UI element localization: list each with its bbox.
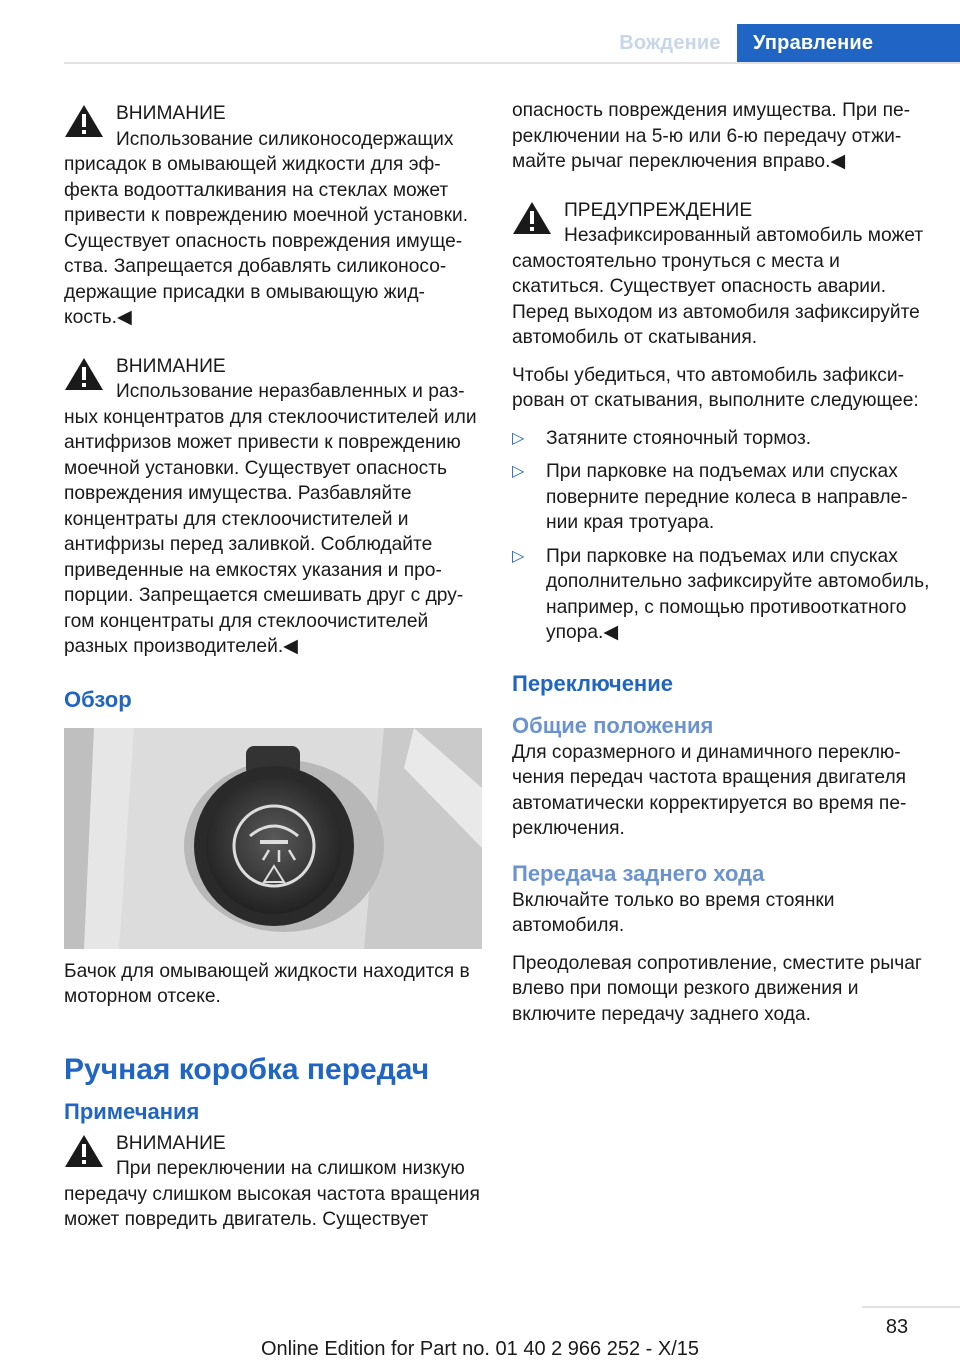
list-item: ▷ Затяните стояночный тормоз. bbox=[512, 426, 930, 452]
warning-text: Использование неразбавленных и разных концентратов для стеклоочистителей или антифризов может привести к повреждению моечной установки. Существует опасность повреждения имущества. Разбавляйте концентраты для стеклоочистителей и антифризы перед заливкой. Соблюдайте приведенные на емкостях указания и пропорции. Запрещается смешивать друг с другом концентраты для стеклоочистителей разных производителей.◀ bbox=[64, 381, 477, 657]
general-text: Для соразмерного и динамичного переключения передач частота вращения двигателя автоматически корректируется во время переключения. bbox=[512, 741, 907, 839]
warning-triangle-icon bbox=[512, 200, 552, 236]
warning-block bbox=[64, 1128, 482, 1233]
triangle-bullet-icon: ▷ bbox=[512, 429, 525, 447]
right-column bbox=[512, 98, 930, 1027]
triangle-bullet-icon: ▷ bbox=[512, 547, 525, 565]
section-heading-shift: Переключение bbox=[512, 670, 673, 696]
tab-driving[interactable]: Вождение bbox=[619, 31, 721, 54]
warning-text: Незафиксированный автомобиль может самостоятельно тронуться с места и скатиться. Существует опасность аварии. Перед выходом из автомобиля зафиксируйте автомобиль от скатывания. bbox=[512, 225, 924, 348]
warning-title: ПРЕДУПРЕЖДЕНИЕ bbox=[564, 199, 753, 221]
header-divider bbox=[64, 62, 960, 64]
list-item: ▷ При парковке на подъемах или спусках поверните передние колеса в направлении края тротуара. bbox=[512, 461, 908, 533]
subheading-reverse: Передача заднего хода bbox=[512, 860, 765, 886]
warning-title: ВНИМАНИЕ bbox=[116, 1132, 226, 1154]
page-number: 83 bbox=[885, 1316, 909, 1338]
chapter-title: Ручная коробка передач bbox=[64, 1052, 430, 1086]
warning-block bbox=[512, 195, 930, 351]
triangle-bullet-icon: ▷ bbox=[512, 463, 525, 480]
warning-text: Использование силиконосодержащих присадок в омывающей жидкости для эффекта водоотталкивания на стеклах может привести к повреждению моечной установки. Существует опасность повреждения имущества. Запрещается добавлять силиконосодержащие присадки в омывающую жидкость.◀ bbox=[64, 128, 469, 328]
warning-title: ВНИМАНИЕ bbox=[116, 103, 226, 124]
subheading-general: Общие положения bbox=[512, 712, 714, 738]
tab-controls[interactable]: Управление bbox=[737, 24, 960, 62]
section-heading-overview: Обзор bbox=[64, 686, 132, 712]
continued-text: опасность повреждения имущества. При переключении на 5-ю или 6-ю передачу отжимайте рычаг переключения вправо.◀ bbox=[512, 100, 911, 172]
section-heading-notes: Примечания bbox=[64, 1098, 200, 1124]
warning-triangle-icon bbox=[64, 103, 104, 139]
header-nav bbox=[0, 24, 960, 62]
steps-list bbox=[512, 426, 930, 646]
warning-title: ВНИМАНИЕ bbox=[116, 355, 226, 377]
warning-block bbox=[64, 98, 482, 331]
left-column bbox=[64, 98, 482, 1233]
warning-triangle-icon bbox=[64, 1133, 104, 1169]
footer-edition: Online Edition for Part no. 01 40 2 966 252 - X/15 bbox=[260, 1338, 700, 1360]
reverse-instructions: Преодолевая сопротивление, сместите рычаг влево при помощи резкого движения и включите передачу заднего хода. bbox=[512, 952, 922, 1025]
warning-text: При переключении на слишком низкую передачу слишком высокая частота вращения может повредить двигатель. Существует bbox=[64, 1158, 480, 1230]
intro-text: Чтобы убедиться, что автомобиль зафиксирован от скатывания, выполните следующее: bbox=[512, 364, 919, 411]
washer-reservoir-photo bbox=[64, 728, 482, 949]
list-item: ▷ При парковке на подъемах или спусках дополнительно зафиксируйте автомобиль, например, с помощью противооткатного упора.◀ bbox=[512, 545, 930, 643]
photo-caption: Бачок для омывающей жидкости находится в моторном отсеке. bbox=[64, 960, 470, 1007]
warning-block bbox=[64, 351, 482, 660]
reverse-text: Включайте только во время стоянки автомобиля. bbox=[512, 889, 835, 936]
warning-triangle-icon bbox=[64, 356, 104, 392]
footer-divider bbox=[862, 1306, 960, 1308]
